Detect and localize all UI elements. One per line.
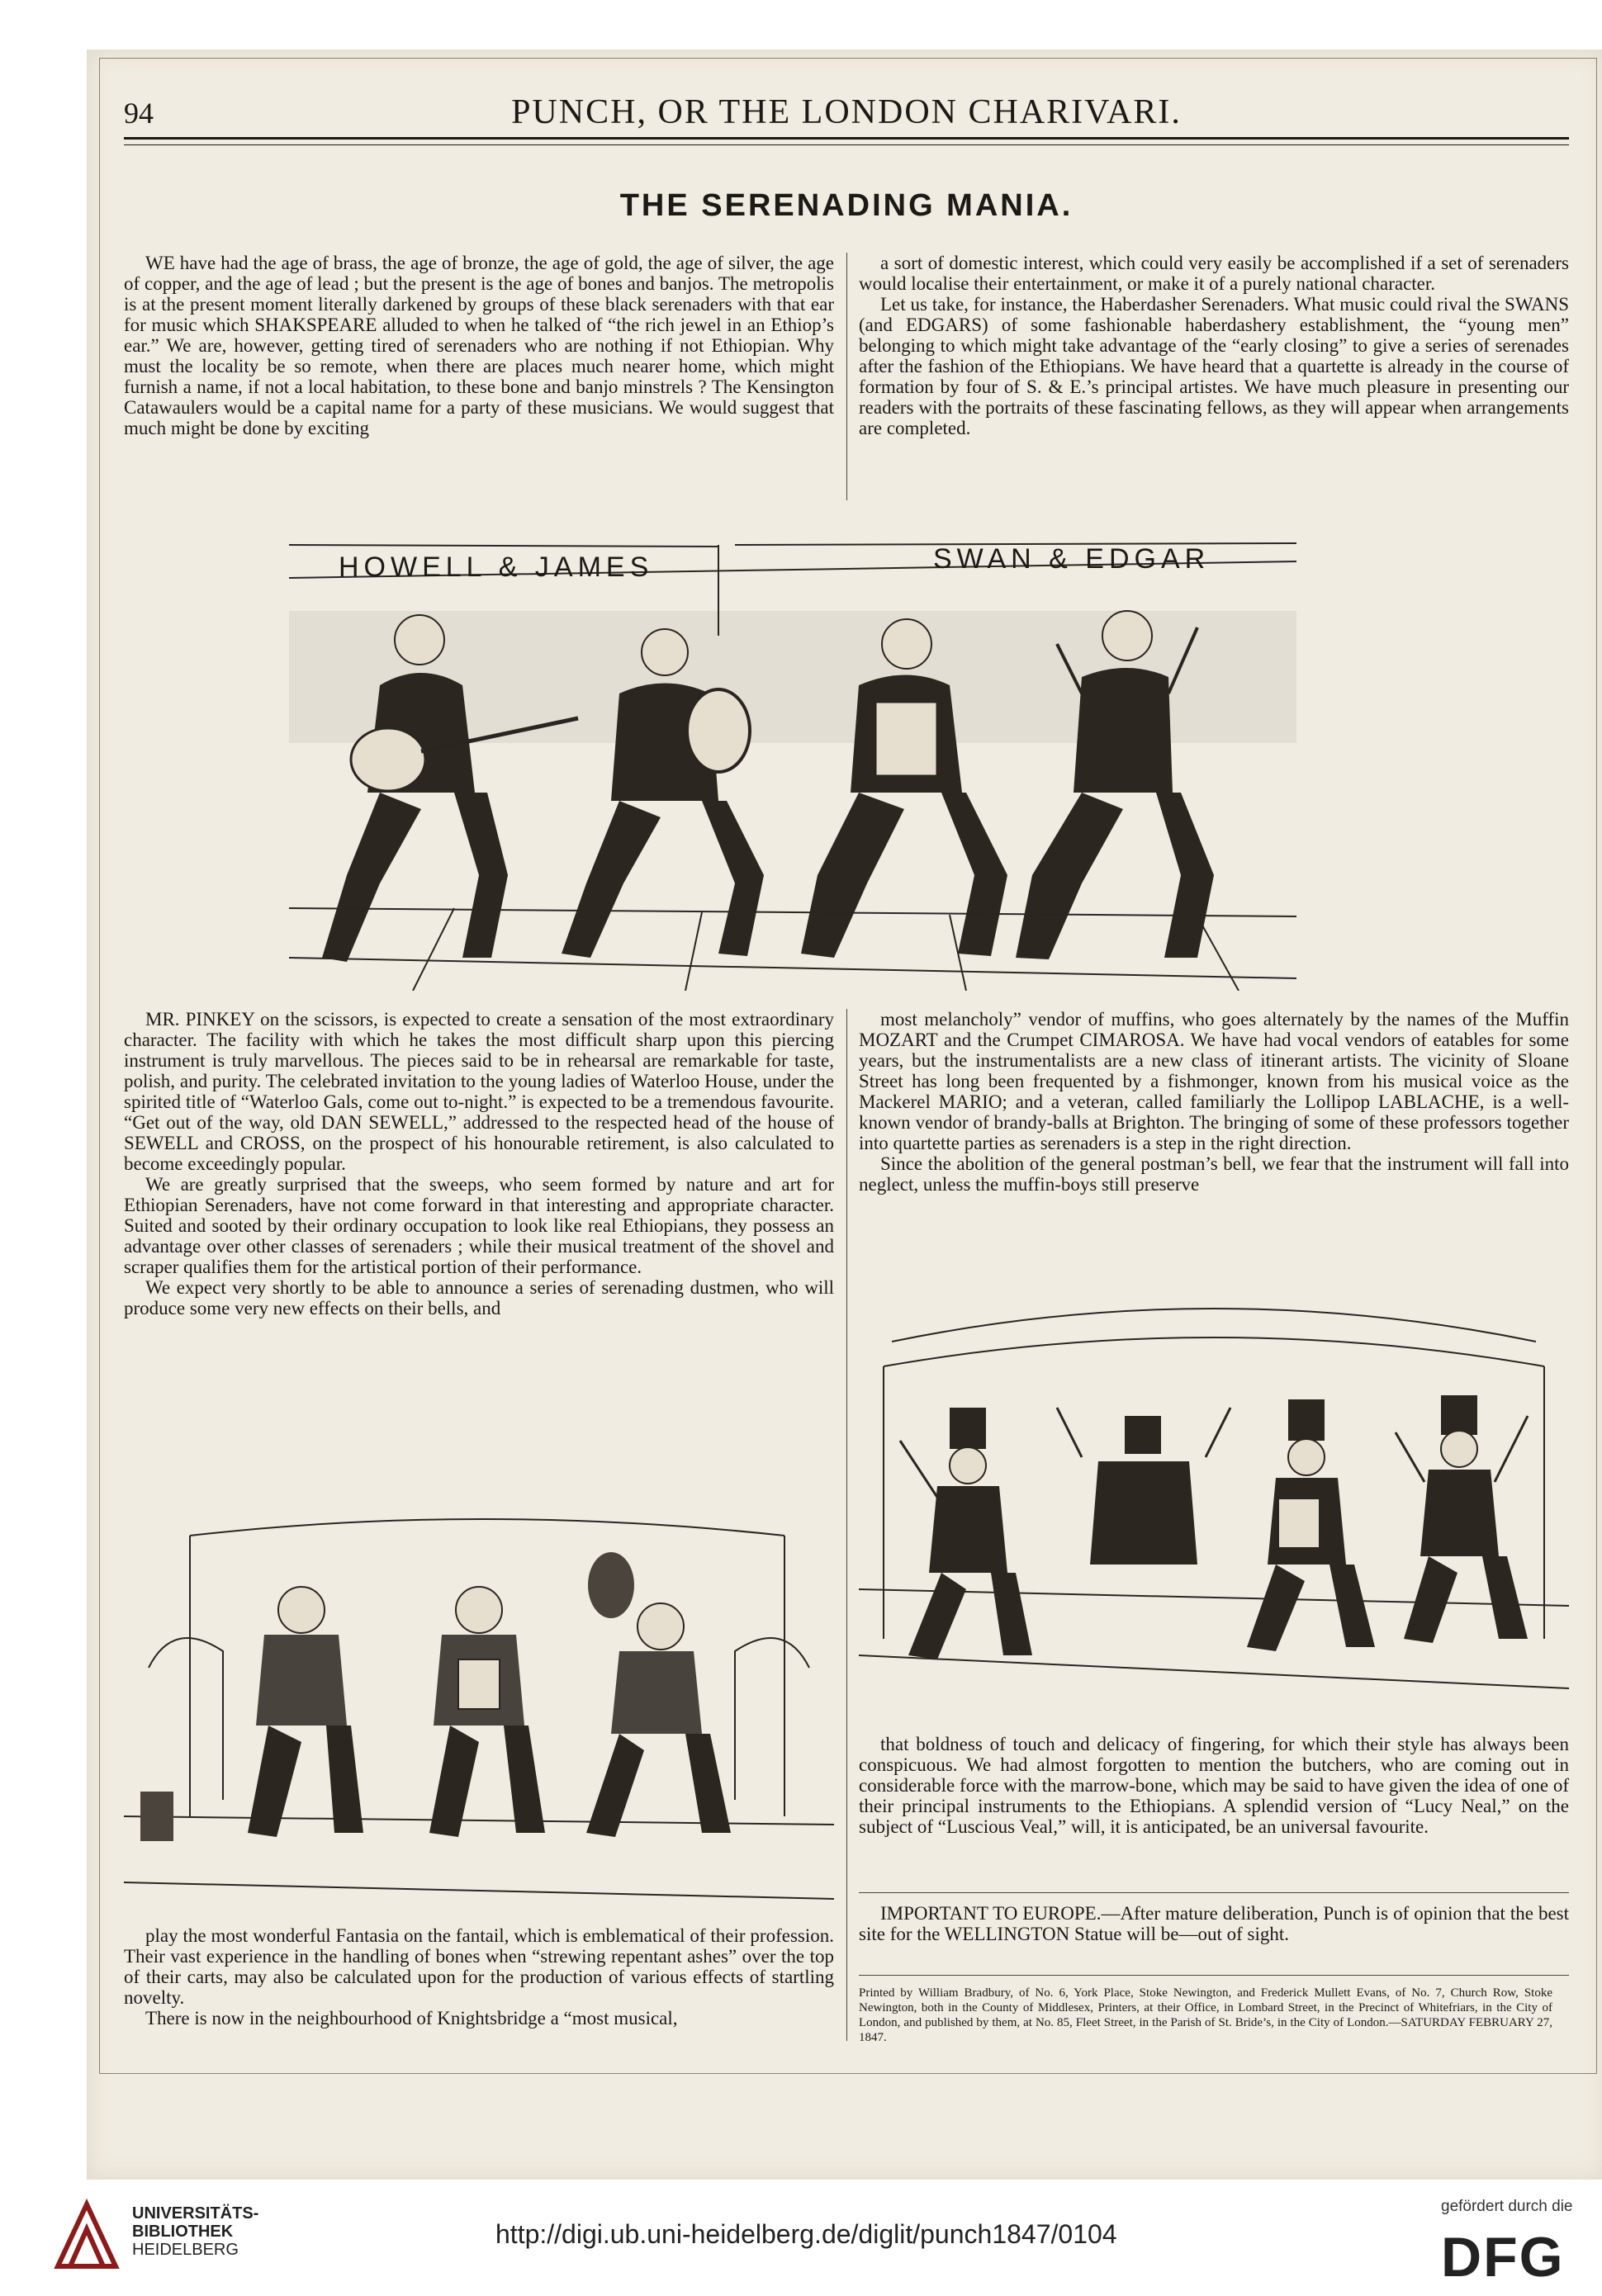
col1-mid-p3: We expect very shortly to be able to announce a series of serenading dustmen, who will produce some very new effects on their bells, and: [124, 1277, 834, 1318]
page-number: 94: [124, 97, 154, 130]
col1-top: [124, 253, 834, 438]
footer-bar: [0, 2180, 1602, 2296]
col1-bottom-p1: play the most wonderful Fantasia on the fantail, which is emblematical of their profession. Their vast experience in the handling of bones when “strewing repentant ashes” over the top of their carts, may also be calculated upon for the production of various effects of startling novelty.: [124, 1925, 834, 2008]
sign-swan-edgar: SWAN & EDGAR: [933, 543, 1211, 575]
notice-rule: [859, 1892, 1569, 1893]
notice: [859, 1903, 1569, 1944]
col2-mid: [859, 1009, 1569, 1195]
col1-mid-p2: We are greatly surprised that the sweeps, who seem formed by nature and art for Ethiopian Serenaders, have not come forward in that interesting and appropriate character. Suited and sooted by their ordinary occupation to look like real Ethiopians, they possess an advantage over other classes of serenaders ; while their musical treatment of the shovel and scraper qualifies them for the artistical portion of their performance.: [124, 1174, 834, 1277]
library-line-3: HEIDELBERG: [132, 2241, 239, 2259]
col2-mid-p2: Since the abolition of the general postman’s bell, we fear that the instrument will fall into neglect, unless the muffin-boys still preserve: [859, 1153, 1569, 1195]
col2-bottom-p1: that boldness of touch and delicacy of fingering, for which their style has always been conspicuous. We had almost forgotten to mention the butchers, who are coming out in considerable force with the marrow-bone, which may be said to have given the idea of one of their principal instruments to the Ethiopians. A splendid version of “Lucy Neal,” on the subject of “Luscious Veal,” will, it is anticipated, be an universal favourite.: [859, 1734, 1569, 1837]
col2-top: [859, 253, 1569, 438]
page-header: [124, 92, 1569, 142]
illustration-muffin-boys: [859, 1292, 1569, 1721]
article-title: THE SERENADING MANIA.: [619, 188, 1074, 223]
library-name: [132, 2204, 258, 2259]
col2-bottom: [859, 1734, 1569, 1837]
library-line-2: BIBLIOTHEK: [132, 2223, 234, 2241]
sign-howell-james: HOWELL & JAMES: [339, 552, 654, 583]
col2-top-p1: a sort of domestic interest, which could very easily be accomplished if a set of serenaders would localise their entertainment, or make it of a purely national character.: [859, 253, 1569, 294]
col2-top-p2: Let us take, for instance, the Haberdasher Serenaders. What music could rival the SWANS (and EDGARS) of some fashionable haberdashery establishment, the “young men” belonging to which might take advantage of the “early closing” to give a series of serenades after the fashion of the Ethiopians. We have heard that a quartette is already in the course of formation by four of S. & E.’s principal artistes. We have much pleasure in presenting our readers with the portraits of these fascinating fellows, as they will appear when arrangements are completed.: [859, 294, 1569, 438]
illustration-dustmen: [124, 1486, 834, 1915]
column-rule-main: [846, 1009, 847, 2041]
dfg-logo: DFG: [1441, 2226, 1565, 2289]
illustration-haberdasher-serenaders: [289, 528, 1296, 991]
col2-mid-p1: most melancholy” vendor of muffins, who goes alternately by the names of the Muffin MOZART and the Crumpet CIMAROSA. We have had vocal vendors of eatables for some years, but the instrumentalists are a new class of itinerant artists. The vicinity of Sloane Street has long been frequented by a fishmonger, known from his musical voice as the Mackerel MARIO; and a veteran, called familiarly the Lollipop LABLACHE, is a well-known vendor of brandy-balls at Brighton. The bringing of some of these professors together into quartette parties as serenaders is a step in the right direction.: [859, 1009, 1569, 1153]
notice-text: —After mature deliberation, Punch is of opinion that the best site for the WELLINGTON Statue will be—out of sight.: [859, 1903, 1569, 1944]
column-rule-top: [846, 253, 847, 500]
source-url-link[interactable]: http://digi.ub.uni-heidelberg.de/diglit/punch1847/0104: [495, 2219, 1117, 2249]
running-title: PUNCH, OR THE LONDON CHARIVARI.: [511, 93, 1182, 131]
imprint: Printed by William Bradbury, of No. 6, York Place, Stoke Newington, and Frederick Mullett Evans, of No. 7, Church Row, Stoke Newington, both in the County of Middlesex, Printers, at their Office, in Lombard Street, in the Precinct of Whitefriars, in the City of London, and published by them, at No. 85, Fleet Street, in the Parish of St. Bride’s, in the City of London.—SATURDAY FEBRUARY 27, 1847.: [859, 1986, 1552, 2044]
col1-mid: [124, 1009, 834, 1318]
funder-label: gefördert durch die: [1441, 2198, 1573, 2215]
university-library-logo: [50, 2196, 124, 2275]
notice-heading: IMPORTANT TO EUROPE.: [880, 1903, 1102, 1924]
imprint-rule: [859, 1975, 1569, 1976]
col1-bottom: [124, 1925, 834, 2029]
col1-bottom-p2: There is now in the neighbourhood of Knightsbridge a “most musical,: [145, 2008, 678, 2029]
col1-top-text: WE have had the age of brass, the age of bronze, the age of gold, the age of silver, the age of copper, and the age of lead ; but the present is the age of bones and banjos. The metropolis is at the present moment literally darkened by groups of these black serenaders with that ear for music which SHAKSPEARE alluded to when he talked of “the rich jewel in an Ethiop’s ear.” We are, however, getting tired of serenaders who are nothing if not Ethiopian. Why must the locality be so remote, when there are places much nearer home, which might furnish a name, if not a local habitation, to these bone and banjo minstrels ? The Kensington Catawaulers would be a capital name for a party of these musicians. We would suggest that much might be done by exciting: [124, 253, 834, 438]
header-rule: [124, 137, 1569, 145]
library-line-1: UNIVERSITÄTS-: [132, 2204, 259, 2223]
col1-mid-p1: MR. PINKEY on the scissors, is expected to create a sensation of the most extraordinary character. The facility with which he takes the most difficult sharp upon this piercing instrument is truly marvellous. The pieces said to be in rehearsal are remarkable for taste, polish, and purity. The celebrated invitation to the young ladies of Waterloo House, under the spirited title of “Waterloo Gals, come out to-night.” is expected to be a tremendous favourite. “Get out of the way, old DAN SEWELL,” addressed to the respected head of the house of SEWELL and CROSS, on the prospect of his honourable retirement, is also calculated to become exceedingly popular.: [124, 1009, 834, 1174]
